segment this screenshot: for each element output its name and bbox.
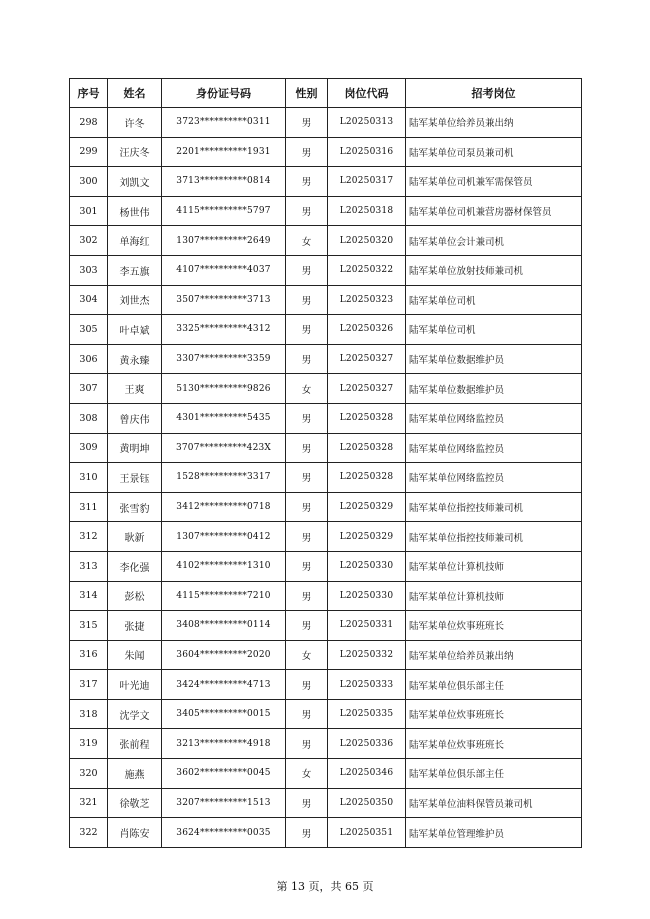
cell-id-number: 4107**********4037 xyxy=(162,255,286,285)
cell-serial: 310 xyxy=(70,463,108,493)
cell-id-number: 3713**********0814 xyxy=(162,167,286,197)
cell-id-number: 1307**********2649 xyxy=(162,226,286,256)
cell-gender: 女 xyxy=(286,374,328,404)
cell-post-code: L20250331 xyxy=(328,611,406,641)
cell-name: 耿新 xyxy=(108,522,162,552)
table-row xyxy=(70,670,582,700)
cell-id-number: 3424**********4713 xyxy=(162,670,286,700)
cell-post-code: L20250351 xyxy=(328,818,406,848)
cell-id-number: 3213**********4918 xyxy=(162,729,286,759)
cell-serial: 318 xyxy=(70,699,108,729)
cell-gender: 男 xyxy=(286,433,328,463)
cell-serial: 315 xyxy=(70,611,108,641)
cell-gender: 男 xyxy=(286,403,328,433)
cell-serial: 299 xyxy=(70,137,108,167)
cell-post: 陆军某单位司机兼营房器材保管员 xyxy=(406,196,582,226)
table-row xyxy=(70,167,582,197)
page-footer: 第 13 页，共 65 页 xyxy=(276,880,374,893)
cell-name: 王景钰 xyxy=(108,463,162,493)
cell-post: 陆军某单位司机兼军需保管员 xyxy=(406,167,582,197)
cell-post-code: L20250330 xyxy=(328,551,406,581)
cell-post-code: L20250327 xyxy=(328,374,406,404)
cell-id-number: 3207**********1513 xyxy=(162,788,286,818)
header-post-code: 岗位代码 xyxy=(328,79,406,108)
cell-serial: 311 xyxy=(70,492,108,522)
cell-name: 彭松 xyxy=(108,581,162,611)
table-row xyxy=(70,285,582,315)
cell-gender: 男 xyxy=(286,137,328,167)
cell-gender: 男 xyxy=(286,344,328,374)
table-row xyxy=(70,788,582,818)
table-row xyxy=(70,611,582,641)
cell-gender: 男 xyxy=(286,315,328,345)
table-row xyxy=(70,729,582,759)
cell-post: 陆军某单位会计兼司机 xyxy=(406,226,582,256)
cell-post-code: L20250317 xyxy=(328,167,406,197)
cell-post-code: L20250316 xyxy=(328,137,406,167)
cell-serial: 307 xyxy=(70,374,108,404)
cell-gender: 男 xyxy=(286,611,328,641)
cell-name: 李化强 xyxy=(108,551,162,581)
cell-gender: 男 xyxy=(286,581,328,611)
cell-post: 陆军某单位司机 xyxy=(406,315,582,345)
cell-serial: 313 xyxy=(70,551,108,581)
cell-gender: 男 xyxy=(286,492,328,522)
cell-serial: 314 xyxy=(70,581,108,611)
cell-id-number: 3723**********0311 xyxy=(162,108,286,138)
cell-post: 陆军某单位网络监控员 xyxy=(406,463,582,493)
cell-post-code: L20250328 xyxy=(328,433,406,463)
table-row xyxy=(70,108,582,138)
cell-post-code: L20250330 xyxy=(328,581,406,611)
cell-serial: 320 xyxy=(70,759,108,789)
cell-post-code: L20250320 xyxy=(328,226,406,256)
cell-serial: 316 xyxy=(70,640,108,670)
cell-id-number: 4301**********5435 xyxy=(162,403,286,433)
cell-id-number: 4115**********7210 xyxy=(162,581,286,611)
cell-gender: 男 xyxy=(286,699,328,729)
cell-gender: 女 xyxy=(286,226,328,256)
cell-post-code: L20250332 xyxy=(328,640,406,670)
cell-id-number: 1528**********3317 xyxy=(162,463,286,493)
cell-post-code: L20250327 xyxy=(328,344,406,374)
cell-id-number: 3602**********0045 xyxy=(162,759,286,789)
cell-serial: 317 xyxy=(70,670,108,700)
table-row xyxy=(70,196,582,226)
cell-name: 张捷 xyxy=(108,611,162,641)
cell-post-code: L20250329 xyxy=(328,522,406,552)
cell-post: 陆军某单位网络监控员 xyxy=(406,403,582,433)
cell-post-code: L20250328 xyxy=(328,403,406,433)
cell-post: 陆军某单位网络监控员 xyxy=(406,433,582,463)
table-row xyxy=(70,344,582,374)
cell-serial: 319 xyxy=(70,729,108,759)
cell-id-number: 3507**********3713 xyxy=(162,285,286,315)
cell-serial: 298 xyxy=(70,108,108,138)
cell-post: 陆军某单位给养员兼出纳 xyxy=(406,640,582,670)
cell-id-number: 3624**********0035 xyxy=(162,818,286,848)
cell-post-code: L20250323 xyxy=(328,285,406,315)
cell-name: 杨世伟 xyxy=(108,196,162,226)
cell-name: 沈学文 xyxy=(108,699,162,729)
cell-gender: 女 xyxy=(286,759,328,789)
cell-serial: 306 xyxy=(70,344,108,374)
header-serial: 序号 xyxy=(70,79,108,108)
cell-name: 黄明坤 xyxy=(108,433,162,463)
cell-post: 陆军某单位司泵员兼司机 xyxy=(406,137,582,167)
roster-table xyxy=(69,78,582,848)
cell-name: 曾庆伟 xyxy=(108,403,162,433)
cell-name: 叶卓斌 xyxy=(108,315,162,345)
header-name: 姓名 xyxy=(108,79,162,108)
table-row xyxy=(70,433,582,463)
cell-serial: 321 xyxy=(70,788,108,818)
cell-post-code: L20250329 xyxy=(328,492,406,522)
cell-gender: 男 xyxy=(286,551,328,581)
cell-post-code: L20250335 xyxy=(328,699,406,729)
cell-serial: 304 xyxy=(70,285,108,315)
cell-serial: 301 xyxy=(70,196,108,226)
cell-name: 王爽 xyxy=(108,374,162,404)
cell-post-code: L20250328 xyxy=(328,463,406,493)
cell-post-code: L20250326 xyxy=(328,315,406,345)
cell-id-number: 3707**********423X xyxy=(162,433,286,463)
cell-name: 李五旗 xyxy=(108,255,162,285)
cell-name: 张雪豹 xyxy=(108,492,162,522)
table-row xyxy=(70,640,582,670)
table-row xyxy=(70,759,582,789)
header-id-number: 身份证号码 xyxy=(162,79,286,108)
cell-serial: 302 xyxy=(70,226,108,256)
cell-serial: 300 xyxy=(70,167,108,197)
cell-gender: 男 xyxy=(286,729,328,759)
cell-post-code: L20250318 xyxy=(328,196,406,226)
table-row xyxy=(70,551,582,581)
cell-post: 陆军某单位炊事班班长 xyxy=(406,699,582,729)
cell-name: 刘世杰 xyxy=(108,285,162,315)
cell-id-number: 2201**********1931 xyxy=(162,137,286,167)
table-row xyxy=(70,581,582,611)
cell-id-number: 3408**********0114 xyxy=(162,611,286,641)
cell-gender: 男 xyxy=(286,818,328,848)
cell-post: 陆军某单位油料保管员兼司机 xyxy=(406,788,582,818)
cell-post: 陆军某单位数据维护员 xyxy=(406,374,582,404)
cell-serial: 308 xyxy=(70,403,108,433)
cell-post-code: L20250322 xyxy=(328,255,406,285)
cell-post: 陆军某单位炊事班班长 xyxy=(406,611,582,641)
cell-name: 刘凯文 xyxy=(108,167,162,197)
cell-post-code: L20250313 xyxy=(328,108,406,138)
cell-name: 黄永臻 xyxy=(108,344,162,374)
cell-name: 施燕 xyxy=(108,759,162,789)
cell-serial: 309 xyxy=(70,433,108,463)
table-row xyxy=(70,403,582,433)
cell-name: 张前程 xyxy=(108,729,162,759)
cell-name: 许冬 xyxy=(108,108,162,138)
roster-body xyxy=(70,108,582,848)
cell-post: 陆军某单位炊事班班长 xyxy=(406,729,582,759)
cell-id-number: 1307**********0412 xyxy=(162,522,286,552)
cell-post-code: L20250350 xyxy=(328,788,406,818)
cell-post: 陆军某单位给养员兼出纳 xyxy=(406,108,582,138)
cell-serial: 312 xyxy=(70,522,108,552)
cell-gender: 男 xyxy=(286,285,328,315)
table-row xyxy=(70,522,582,552)
table-row xyxy=(70,492,582,522)
table-row xyxy=(70,818,582,848)
cell-serial: 305 xyxy=(70,315,108,345)
cell-id-number: 3325**********4312 xyxy=(162,315,286,345)
cell-id-number: 3405**********0015 xyxy=(162,699,286,729)
cell-id-number: 3604**********2020 xyxy=(162,640,286,670)
cell-name: 汪庆冬 xyxy=(108,137,162,167)
cell-post: 陆军某单位指控技师兼司机 xyxy=(406,522,582,552)
cell-post-code: L20250336 xyxy=(328,729,406,759)
cell-post-code: L20250333 xyxy=(328,670,406,700)
cell-post: 陆军某单位俱乐部主任 xyxy=(406,670,582,700)
cell-name: 徐敬芝 xyxy=(108,788,162,818)
cell-post: 陆军某单位计算机技师 xyxy=(406,551,582,581)
cell-name: 朱闻 xyxy=(108,640,162,670)
cell-serial: 322 xyxy=(70,818,108,848)
cell-gender: 男 xyxy=(286,788,328,818)
cell-post: 陆军某单位管理维护员 xyxy=(406,818,582,848)
table-row xyxy=(70,374,582,404)
cell-id-number: 4102**********1310 xyxy=(162,551,286,581)
cell-gender: 男 xyxy=(286,196,328,226)
cell-id-number: 5130**********9826 xyxy=(162,374,286,404)
cell-name: 肖陈安 xyxy=(108,818,162,848)
cell-post: 陆军某单位俱乐部主任 xyxy=(406,759,582,789)
cell-post: 陆军某单位指控技师兼司机 xyxy=(406,492,582,522)
cell-gender: 男 xyxy=(286,670,328,700)
cell-gender: 男 xyxy=(286,522,328,552)
cell-name: 单海红 xyxy=(108,226,162,256)
table-row xyxy=(70,315,582,345)
cell-post-code: L20250346 xyxy=(328,759,406,789)
header-post: 招考岗位 xyxy=(406,79,582,108)
cell-gender: 男 xyxy=(286,255,328,285)
cell-id-number: 3307**********3359 xyxy=(162,344,286,374)
cell-post: 陆军某单位放射技师兼司机 xyxy=(406,255,582,285)
cell-serial: 303 xyxy=(70,255,108,285)
header-row xyxy=(70,79,582,108)
cell-gender: 男 xyxy=(286,108,328,138)
table-row xyxy=(70,255,582,285)
cell-gender: 女 xyxy=(286,640,328,670)
cell-gender: 男 xyxy=(286,167,328,197)
table-row xyxy=(70,137,582,167)
table-row xyxy=(70,699,582,729)
cell-id-number: 4115**********5797 xyxy=(162,196,286,226)
cell-post: 陆军某单位司机 xyxy=(406,285,582,315)
header-gender: 性别 xyxy=(286,79,328,108)
table-row xyxy=(70,226,582,256)
cell-name: 叶光迪 xyxy=(108,670,162,700)
cell-post: 陆军某单位数据维护员 xyxy=(406,344,582,374)
cell-post: 陆军某单位计算机技师 xyxy=(406,581,582,611)
cell-id-number: 3412**********0718 xyxy=(162,492,286,522)
cell-gender: 男 xyxy=(286,463,328,493)
table-row xyxy=(70,463,582,493)
